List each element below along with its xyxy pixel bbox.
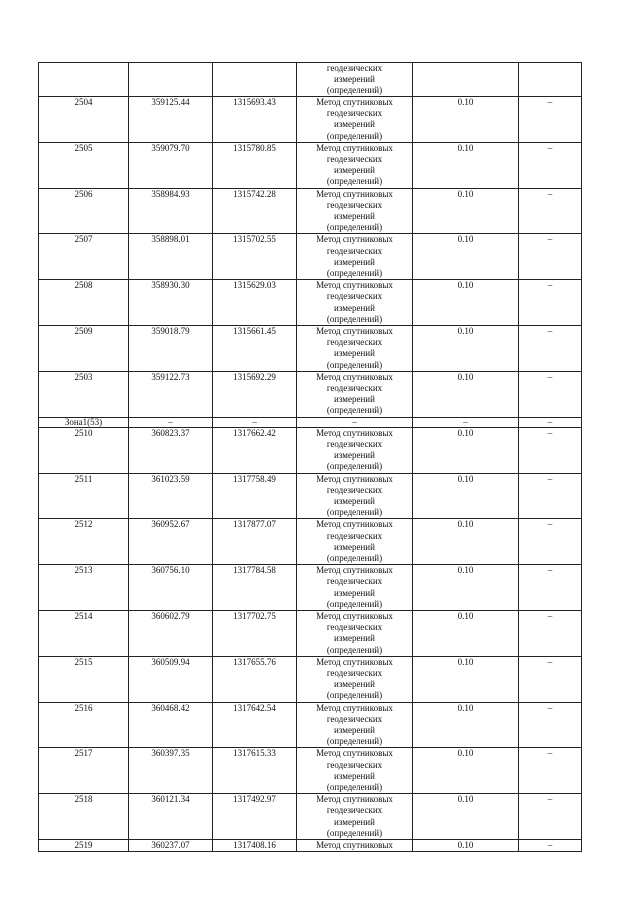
method-line: (определений) [326, 405, 383, 416]
x-coordinate-cell: 358984.93 [129, 188, 213, 234]
method-line: (определений) [326, 461, 383, 472]
method-line: Метод спутниковых [316, 188, 393, 199]
method-line: измерений [334, 495, 375, 506]
point-number-cell: 2516 [39, 702, 129, 748]
method-cell [297, 748, 413, 794]
method-line: (определений) [326, 644, 383, 655]
note-cell: – [519, 97, 582, 143]
method-line: геодезических [326, 484, 383, 495]
method-cell [297, 519, 413, 565]
method-line: измерений [334, 724, 375, 735]
method-line: измерений [334, 770, 375, 781]
method-line: измерений [334, 302, 375, 313]
method-line: Метод спутниковых [316, 97, 393, 107]
method-line: Метод спутниковых [316, 280, 393, 291]
y-coordinate-cell: 1317702.75 [213, 610, 297, 656]
note-cell: – [519, 371, 582, 417]
method-line: (определений) [326, 222, 383, 233]
point-number-cell [39, 63, 129, 97]
method-line: измерений [334, 679, 375, 690]
method-cell [297, 371, 413, 417]
table-row [39, 427, 582, 473]
note-cell: – [519, 427, 582, 473]
method-line: (определений) [326, 690, 383, 701]
accuracy-cell: 0.10 [413, 473, 519, 519]
method-cell [297, 142, 413, 188]
method-line: геодезических [326, 63, 383, 73]
note-cell: – [519, 610, 582, 656]
y-coordinate-cell: 1317408.16 [213, 840, 297, 852]
x-coordinate-cell: 360509.94 [129, 656, 213, 702]
method-line: (определений) [326, 552, 383, 563]
y-coordinate-cell: 1317758.49 [213, 473, 297, 519]
note-cell: – [519, 280, 582, 326]
accuracy-cell: 0.10 [413, 142, 519, 188]
table-row [39, 234, 582, 280]
method-cell [297, 794, 413, 840]
zone-dash-cell: – [519, 417, 582, 427]
point-number-cell: 2517 [39, 748, 129, 794]
note-cell: – [519, 234, 582, 280]
accuracy-cell: 0.10 [413, 519, 519, 565]
method-line: геодезических [326, 291, 383, 302]
method-line: (определений) [326, 507, 383, 518]
table-row [39, 610, 582, 656]
table-row [39, 280, 582, 326]
method-line: Метод спутниковых [316, 519, 393, 530]
zone-label-cell: Зона1(53) [39, 417, 129, 427]
y-coordinate-cell: 1315692.29 [213, 371, 297, 417]
table-row [39, 142, 582, 188]
table-row [39, 794, 582, 840]
note-cell: – [519, 188, 582, 234]
method-line: геодезических [326, 154, 383, 165]
method-line: измерений [334, 816, 375, 827]
zone-row [39, 417, 582, 427]
note-cell: – [519, 142, 582, 188]
accuracy-cell: 0.10 [413, 97, 519, 143]
note-cell [519, 63, 582, 97]
y-coordinate-cell: 1317655.76 [213, 656, 297, 702]
note-cell: – [519, 326, 582, 372]
method-cell [297, 565, 413, 611]
zone-dash-cell: – [297, 417, 413, 427]
method-line: Метод спутниковых [316, 565, 393, 576]
method-line: геодезических [326, 199, 383, 210]
method-line: геодезических [326, 667, 383, 678]
method-line: измерений [334, 165, 375, 176]
y-coordinate-cell: 1315780.85 [213, 142, 297, 188]
y-coordinate-cell: 1317784.58 [213, 565, 297, 611]
y-coordinate-cell: 1315702.55 [213, 234, 297, 280]
x-coordinate-cell: 359018.79 [129, 326, 213, 372]
note-cell: – [519, 519, 582, 565]
table-row [39, 326, 582, 372]
method-line: измерений [334, 348, 375, 359]
accuracy-cell: 0.10 [413, 280, 519, 326]
x-coordinate-cell: 360602.79 [129, 610, 213, 656]
point-number-cell: 2513 [39, 565, 129, 611]
method-cell [297, 326, 413, 372]
y-coordinate-cell: 1315629.03 [213, 280, 297, 326]
x-coordinate-cell: 360952.67 [129, 519, 213, 565]
method-line: (определений) [326, 598, 383, 609]
accuracy-cell: 0.10 [413, 794, 519, 840]
method-line: геодезических [326, 759, 383, 770]
method-line: Метод спутниковых [316, 142, 393, 153]
point-number-cell: 2514 [39, 610, 129, 656]
method-line: (определений) [326, 85, 383, 95]
accuracy-cell: 0.10 [413, 427, 519, 473]
x-coordinate-cell: 360823.37 [129, 427, 213, 473]
accuracy-cell: 0.10 [413, 188, 519, 234]
method-line: геодезических [326, 530, 383, 541]
x-coordinate-cell: 359079.70 [129, 142, 213, 188]
y-coordinate-cell: 1317492.97 [213, 794, 297, 840]
method-line: геодезических [326, 383, 383, 394]
y-coordinate-cell [213, 63, 297, 97]
method-line: геодезических [326, 337, 383, 348]
zone-dash-cell: – [213, 417, 297, 427]
method-cell [297, 427, 413, 473]
point-number-cell: 2508 [39, 280, 129, 326]
method-line: геодезических [326, 622, 383, 633]
y-coordinate-cell: 1317642.54 [213, 702, 297, 748]
note-cell: – [519, 840, 582, 852]
method-line: (определений) [326, 736, 383, 747]
point-number-cell: 2505 [39, 142, 129, 188]
method-line: Метод спутниковых [316, 656, 393, 667]
method-line: геодезических [326, 245, 383, 256]
point-number-cell: 2512 [39, 519, 129, 565]
point-number-cell: 2506 [39, 188, 129, 234]
method-line: (определений) [326, 781, 383, 792]
method-cell [297, 63, 413, 97]
x-coordinate-cell: 360121.34 [129, 794, 213, 840]
x-coordinate-cell: 359122.73 [129, 371, 213, 417]
coordinates-table [38, 62, 582, 852]
method-line: Метод спутниковых [316, 702, 393, 713]
y-coordinate-cell: 1315742.28 [213, 188, 297, 234]
method-cell [297, 702, 413, 748]
accuracy-cell: 0.10 [413, 610, 519, 656]
method-line: измерений [334, 450, 375, 461]
point-number-cell: 2509 [39, 326, 129, 372]
accuracy-cell: 0.10 [413, 565, 519, 611]
table-row [39, 188, 582, 234]
method-cell [297, 234, 413, 280]
method-line: геодезических [326, 713, 383, 724]
zone-dash-cell: – [129, 417, 213, 427]
method-line: (определений) [326, 268, 383, 279]
method-line: измерений [334, 541, 375, 552]
note-cell: – [519, 748, 582, 794]
point-number-cell: 2510 [39, 427, 129, 473]
point-number-cell: 2515 [39, 656, 129, 702]
point-number-cell: 2503 [39, 371, 129, 417]
y-coordinate-cell: 1315661.45 [213, 326, 297, 372]
method-line: (определений) [326, 313, 383, 324]
method-line: геодезических [326, 108, 383, 119]
method-line: (определений) [326, 359, 383, 370]
x-coordinate-cell: 358930.30 [129, 280, 213, 326]
method-line: (определений) [326, 827, 383, 838]
note-cell: – [519, 794, 582, 840]
accuracy-cell: 0.10 [413, 234, 519, 280]
x-coordinate-cell: 360468.42 [129, 702, 213, 748]
x-coordinate-cell: 361023.59 [129, 473, 213, 519]
x-coordinate-cell: 360237.07 [129, 840, 213, 852]
y-coordinate-cell: 1317662.42 [213, 427, 297, 473]
table-row [39, 473, 582, 519]
note-cell: – [519, 656, 582, 702]
table-row [39, 702, 582, 748]
method-cell [297, 188, 413, 234]
accuracy-cell: 0.10 [413, 840, 519, 852]
method-cell [297, 97, 413, 143]
method-line: Метод спутниковых [316, 234, 393, 245]
table-row [39, 97, 582, 143]
method-line: измерений [334, 119, 375, 130]
note-cell: – [519, 702, 582, 748]
y-coordinate-cell: 1317877.07 [213, 519, 297, 565]
method-cell [297, 280, 413, 326]
method-line: геодезических [326, 805, 383, 816]
method-line: Метод спутниковых [316, 427, 393, 438]
accuracy-cell: 0.10 [413, 326, 519, 372]
x-coordinate-cell: 359125.44 [129, 97, 213, 143]
table-row [39, 565, 582, 611]
method-line: Метод спутниковых [316, 794, 393, 805]
method-line: измерений [334, 587, 375, 598]
x-coordinate-cell: 360756.10 [129, 565, 213, 611]
table-row [39, 748, 582, 794]
method-line: измерений [334, 394, 375, 405]
accuracy-cell: 0.10 [413, 656, 519, 702]
zone-dash-cell: – [413, 417, 519, 427]
x-coordinate-cell: 360397.35 [129, 748, 213, 794]
table-row [39, 656, 582, 702]
method-line: измерений [334, 211, 375, 222]
accuracy-cell [413, 63, 519, 97]
coordinates-document [38, 62, 581, 852]
method-line: Метод спутниковых [316, 326, 393, 337]
y-coordinate-cell: 1317615.33 [213, 748, 297, 794]
method-cell [297, 610, 413, 656]
method-line: геодезических [326, 438, 383, 449]
method-line: измерений [334, 74, 375, 84]
method-line: Метод спутниковых [316, 610, 393, 621]
method-line: геодезических [326, 576, 383, 587]
accuracy-cell: 0.10 [413, 702, 519, 748]
point-number-cell: 2507 [39, 234, 129, 280]
x-coordinate-cell: 358898.01 [129, 234, 213, 280]
method-line: Метод спутниковых [316, 473, 393, 484]
table-row [39, 519, 582, 565]
y-coordinate-cell: 1315693.43 [213, 97, 297, 143]
method-line: (определений) [326, 176, 383, 187]
accuracy-cell: 0.10 [413, 371, 519, 417]
point-number-cell: 2511 [39, 473, 129, 519]
method-line: Метод спутниковых [316, 748, 393, 759]
note-cell: – [519, 565, 582, 611]
point-number-cell: 2504 [39, 97, 129, 143]
method-cell [297, 473, 413, 519]
method-line: измерений [334, 256, 375, 267]
accuracy-cell: 0.10 [413, 748, 519, 794]
method-line: Метод спутниковых [316, 371, 393, 382]
coordinates-table-body [39, 63, 582, 852]
method-line: (определений) [326, 130, 383, 141]
method-line: измерений [334, 633, 375, 644]
point-number-cell: 2519 [39, 840, 129, 852]
table-row [39, 371, 582, 417]
table-row-continued [39, 63, 582, 97]
x-coordinate-cell [129, 63, 213, 97]
table-row-last [39, 840, 582, 852]
method-cell [297, 656, 413, 702]
point-number-cell: 2518 [39, 794, 129, 840]
note-cell: – [519, 473, 582, 519]
method-cell: Метод спутниковых [297, 840, 413, 852]
